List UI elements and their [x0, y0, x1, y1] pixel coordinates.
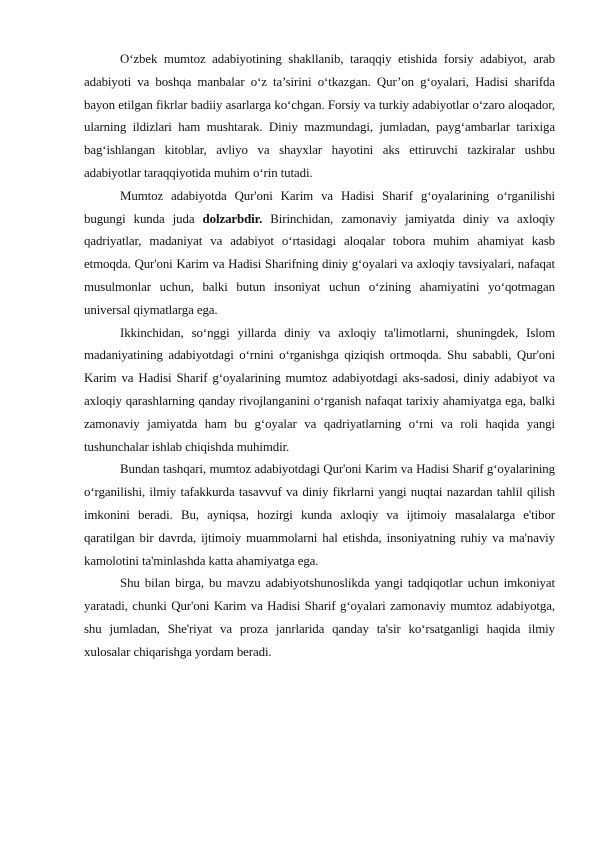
paragraph-5: Shu bilan birga, bu mavzu adabiyotshunoslikda yangi tadqiqotlar uchun imkoniyat yaratadi, chunki Qur'oni Karim va Hadisi Sharif g‘oyalari zamonaviy mumtoz adabiyotga, shu jumladan, She'riyat va proza janrlarida qanday ta'sir ko‘rsatganligi haqida ilmiy xulosalar chiqarishga yordam beradi. [84, 576, 555, 659]
paragraph-3: Ikkinchidan, so‘nggi yillarda diniy va axloqiy ta'limotlarni, shuningdek, Islom madaniyatining adabiyotdagi o‘rnini o‘rganishga qiziqish ortmoqda. Shu sababli, Qur'oni Karim va Hadisi Sharif g‘oyalarining mumtoz adabiyotdagi aks-sadosi, diniy adabiyot va axloqiy qarashlarning qanday rivojlanganini o‘rganish nafaqat tarixiy ahamiyatga ega, balki zamonaviy jamiyatda ham bu g‘oyalar va qadriyatlarning o‘rni va roli haqida yangi tushunchalar ishlab chiqishda muhimdir. [84, 325, 555, 454]
paragraph-2-bold-term: dolzarbdir. [202, 211, 263, 226]
document-page [84, 48, 555, 664]
paragraph-2-lead: Mumtoz adabiyotda Qur'oni Karim va Hadisi Sharif g‘oyalarining o‘rganilishi bugungi kunda juda [84, 188, 555, 226]
paragraph-2 [84, 185, 555, 322]
paragraph-1: O‘zbek mumtoz adabiyotining shakllanib, taraqqiy etishida forsiy adabiyot, arab adabiyoti va boshqa manbalar o‘z ta’sirini o‘tkazgan. Qur’on g‘oyalari, Hadisi sharifda bayon etilgan fikrlar badiiy asarlarga ko‘chgan. Forsiy va turkiy adabiyotlar o‘zaro aloqador, ularning ildizlari ham mushtarak. Diniy mazmundagi, jumladan, payg‘ambarlar tarixiga bag‘ishlangan kitoblar, avliyo va shayxlar hayotini aks ettiruvchi tazkiralar ushbu adabiyotlar taraqqiyotida muhim o‘rin tutadi. [84, 52, 555, 180]
paragraph-4: Bundan tashqari, mumtoz adabiyotdagi Qur'oni Karim va Hadisi Sharif g‘oyalarining o‘rganilishi, ilmiy tafakkurda tasavvuf va diniy fikrlarni yangi nuqtai nazardan tahlil qilish imkonini beradi. Bu, ayniqsa, hozirgi kunda axloqiy va ijtimoiy masalalarga e'tibor qaratilgan bir davrda, ijtimoiy muammolarni hal etishda, insoniyatning ruhiy va ma'naviy kamolotini ta'minlashda katta ahamiyatga ega. [84, 462, 555, 568]
paragraph-2-rest: Birinchidan, zamonaviy jamiyatda diniy va axloqiy qadriyatlar, madaniyat va adabiyot o‘rtasidagi aloqalar tobora muhim ahamiyat kasb etmoqda. Qur'oni Karim va Hadisi Sharifning diniy g‘oyalari va axloqiy tavsiyalari, nafaqat musulmonlar uchun, balki butun insoniyat uchun o‘zining ahamiyatini yo‘qotmagan universal qiymatlarga ega. [84, 211, 555, 317]
